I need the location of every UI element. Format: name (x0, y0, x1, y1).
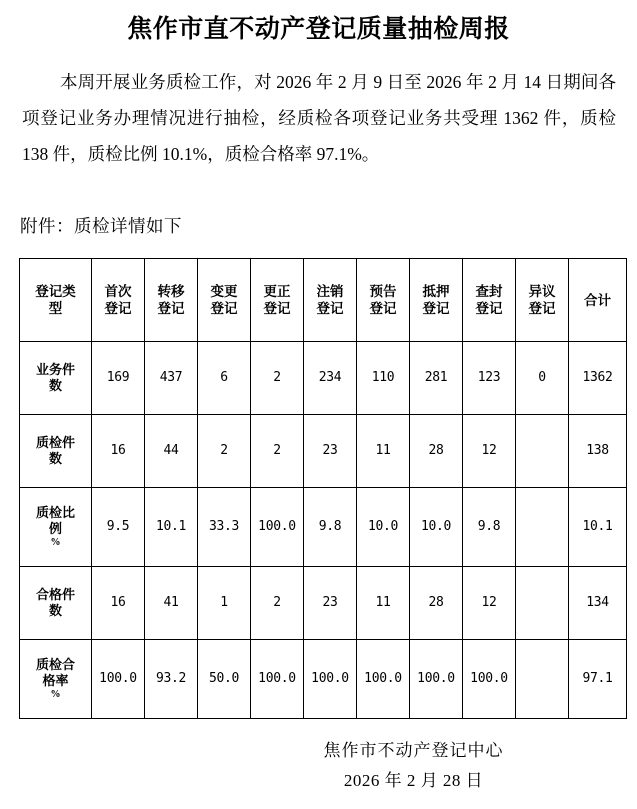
table-cell-value: 23 (304, 567, 357, 640)
table-row (20, 415, 627, 488)
page-title: 焦作市直不动产登记质量抽检周报 (127, 16, 510, 43)
column-header-cell (20, 259, 92, 342)
column-header-cell (145, 259, 198, 342)
table-cell-value: 44 (145, 415, 198, 488)
table-row (20, 342, 627, 415)
table-cell-value: 1 (198, 567, 251, 640)
table-cell-value: 100.0 (251, 488, 304, 567)
report-summary-paragraph (22, 64, 616, 172)
row-label-cell (20, 415, 92, 488)
row-label-percent-mark: % (50, 537, 61, 548)
column-header-line1: 更正 (263, 284, 291, 299)
column-header-line2: 登记 (316, 301, 344, 316)
row-label-line: 业务件 (35, 362, 75, 377)
table-cell-value: 10.0 (410, 488, 463, 567)
table-cell-value: 33.3 (198, 488, 251, 567)
table-cell-value: 0 (516, 342, 569, 415)
column-header-line1: 合计 (584, 292, 611, 308)
column-header-cell (198, 259, 251, 342)
attachment-label: 附件：质检详情如下 (20, 216, 182, 236)
column-header-line1: 转移 (157, 284, 185, 299)
table-cell-value: 11 (357, 567, 410, 640)
column-header-line2: 登记 (157, 301, 185, 316)
table-cell-value (516, 488, 569, 567)
table-cell-value: 9.5 (92, 488, 145, 567)
row-label-cell (20, 567, 92, 640)
column-header-line2: 登记 (475, 301, 503, 316)
table-cell-value: 100.0 (304, 640, 357, 719)
table-cell-value: 169 (92, 342, 145, 415)
table-cell-total: 1362 (569, 342, 627, 415)
table-cell-value: 437 (145, 342, 198, 415)
document-footer (0, 736, 637, 796)
column-header-line1: 登记类 (35, 284, 76, 299)
row-label-percent-mark: % (50, 689, 61, 700)
row-label-line: 质检件 (35, 435, 75, 450)
column-header-line1: 预告 (369, 284, 397, 299)
column-header-line2: 登记 (369, 301, 397, 316)
column-header-cell (516, 259, 569, 342)
row-label-cell (20, 488, 92, 567)
table-cell-value: 6 (198, 342, 251, 415)
quality-inspection-table-wrapper (19, 258, 619, 719)
column-header-cell (251, 259, 304, 342)
table-cell-value: 100.0 (463, 640, 516, 719)
row-label-line: 例 (48, 521, 62, 536)
report-summary-text: 本周开展业务质检工作，对 2026 年 2 月 9 日至 2026 年 2 月 14 日期间各项登记业务办理情况进行抽检，经质检各项登记业务共受理 1362 件，质检 138 件，质检比例 10.1%，质检合格率 97.1%。 (22, 72, 616, 164)
table-cell-value: 10.0 (357, 488, 410, 567)
row-label-line: 质检合 (35, 657, 75, 672)
column-header-cell (357, 259, 410, 342)
table-cell-value: 41 (145, 567, 198, 640)
table-cell-value: 100.0 (357, 640, 410, 719)
column-header-line2: 登记 (104, 301, 132, 316)
column-header-line2: 登记 (422, 301, 450, 316)
footer-date: 2026 年 2 月 28 日 (343, 771, 484, 790)
table-cell-value: 2 (251, 342, 304, 415)
row-label-line: 格率 (42, 673, 69, 688)
table-cell-value: 2 (251, 415, 304, 488)
column-header-line1: 注销 (316, 284, 344, 299)
column-header-cell-total (569, 259, 627, 342)
row-label-cell (20, 640, 92, 719)
table-cell-value: 234 (304, 342, 357, 415)
column-header-cell (92, 259, 145, 342)
table-cell-total: 10.1 (569, 488, 627, 567)
column-header-line1: 首次 (104, 284, 132, 299)
column-header-line2: 登记 (263, 301, 291, 316)
row-label-line: 合格件 (35, 587, 75, 602)
row-label-line: 质检比 (35, 505, 75, 520)
table-cell-value (516, 567, 569, 640)
table-cell-value: 9.8 (463, 488, 516, 567)
table-cell-value (516, 415, 569, 488)
table-cell-value: 93.2 (145, 640, 198, 719)
table-cell-value: 110 (357, 342, 410, 415)
table-cell-value: 11 (357, 415, 410, 488)
table-cell-value: 50.0 (198, 640, 251, 719)
quality-inspection-table (19, 258, 627, 719)
table-cell-total: 134 (569, 567, 627, 640)
footer-organization: 焦作市不动产登记中心 (323, 741, 504, 760)
row-label-cell (20, 342, 92, 415)
table-row (20, 640, 627, 719)
table-cell-value (516, 640, 569, 719)
table-cell-value: 10.1 (145, 488, 198, 567)
table-cell-value: 23 (304, 415, 357, 488)
row-label-line: 数 (48, 378, 62, 393)
row-label-line: 数 (48, 451, 62, 466)
column-header-line1: 抵押 (422, 284, 450, 299)
table-cell-value: 281 (410, 342, 463, 415)
column-header-cell (304, 259, 357, 342)
table-row (20, 488, 627, 567)
table-cell-value: 28 (410, 415, 463, 488)
table-cell-value: 9.8 (304, 488, 357, 567)
table-header-row (20, 259, 627, 342)
table-cell-value: 2 (251, 567, 304, 640)
column-header-line1: 异议 (528, 284, 556, 299)
column-header-line2: 型 (48, 301, 63, 316)
table-cell-value: 123 (463, 342, 516, 415)
column-header-line1: 查封 (475, 284, 503, 299)
table-cell-value: 28 (410, 567, 463, 640)
column-header-cell (410, 259, 463, 342)
table-cell-value: 12 (463, 415, 516, 488)
table-cell-total: 138 (569, 415, 627, 488)
row-label-line: 数 (48, 603, 62, 618)
column-header-line2: 登记 (528, 301, 556, 316)
table-cell-value: 16 (92, 415, 145, 488)
table-cell-value: 100.0 (251, 640, 304, 719)
column-header-line1: 变更 (210, 284, 238, 299)
table-cell-value: 100.0 (92, 640, 145, 719)
table-cell-value: 16 (92, 567, 145, 640)
table-cell-value: 12 (463, 567, 516, 640)
column-header-cell (463, 259, 516, 342)
table-cell-value: 100.0 (410, 640, 463, 719)
column-header-line2: 登记 (210, 301, 238, 316)
table-cell-value: 2 (198, 415, 251, 488)
table-cell-total: 97.1 (569, 640, 627, 719)
table-row (20, 567, 627, 640)
